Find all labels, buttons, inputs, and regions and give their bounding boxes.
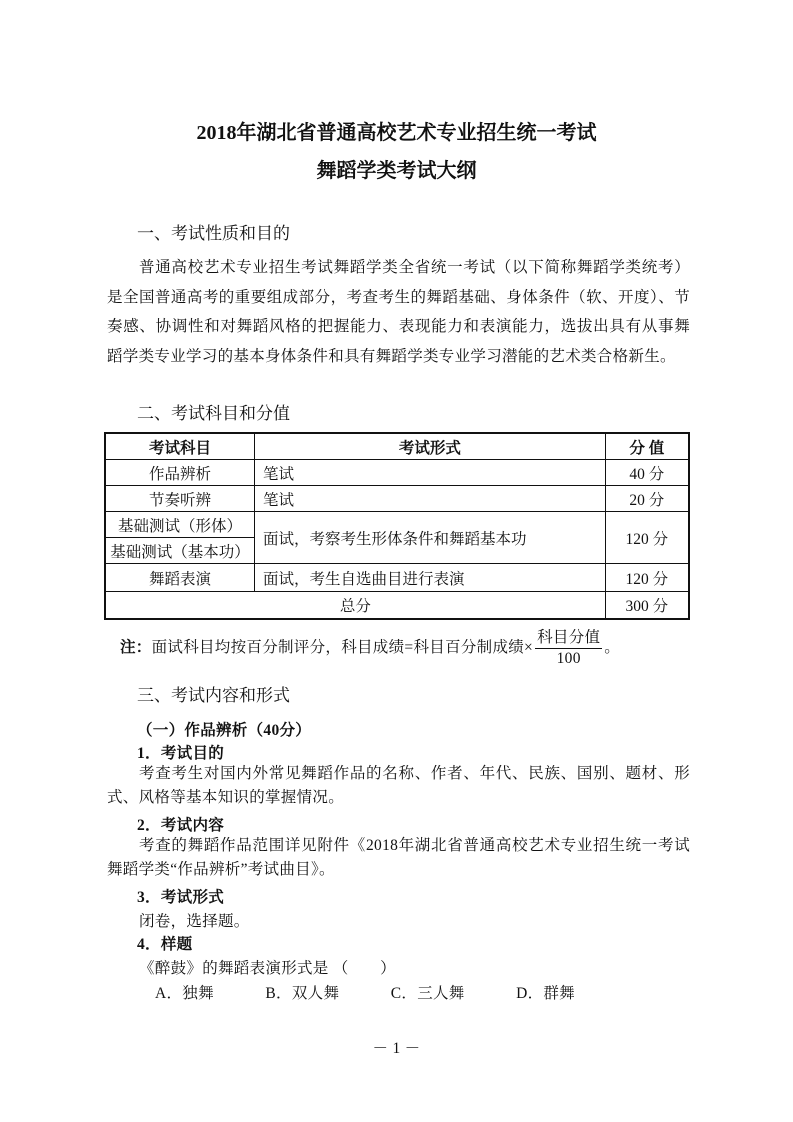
- item-heading: 2．考试内容: [137, 817, 225, 834]
- table-note: [120, 628, 620, 669]
- document-subtitle: 舞蹈学类考试大纲: [316, 160, 477, 182]
- total-score: 300 分: [605, 592, 689, 620]
- section3-heading: 三、考试内容和形式: [137, 686, 290, 705]
- header-form: 考试形式: [255, 433, 606, 460]
- note-text: 面试科目均按百分制评分，科目成绩=科目百分制成绩×: [151, 639, 534, 657]
- option-c: C．三人舞: [390, 985, 465, 1002]
- cell-subject: 舞蹈表演: [105, 564, 255, 592]
- cell-form: 面试，考生自选曲目进行表演: [255, 564, 606, 592]
- option-b: B．双人舞: [265, 985, 340, 1002]
- table-row: [105, 460, 689, 486]
- cell-subject: 作品辨析: [105, 460, 255, 486]
- note-label: 注：: [120, 639, 152, 657]
- item-heading: 1．考试目的: [137, 745, 225, 762]
- option-a: A．独舞: [155, 985, 214, 1002]
- section1-heading: 一、考试性质和目的: [137, 224, 290, 243]
- item-text: 闭卷，选择题。: [139, 913, 250, 930]
- table-total-row: [105, 592, 689, 620]
- cell-form: 面试，考察考生形体条件和舞蹈基本功: [255, 512, 606, 564]
- fraction-numerator: 科目分值: [535, 628, 602, 649]
- item-text: 考查的舞蹈作品范围详见附件《2018年湖北省普通高校艺术专业招生统一考试舞蹈学类“作品辨析”考试曲目》。: [107, 837, 690, 878]
- answer-options: [155, 981, 575, 1003]
- cell-score: 120 分: [605, 564, 689, 592]
- option-d: D．群舞: [516, 985, 575, 1002]
- subsection-heading: （一）作品辨析（40分）: [137, 722, 312, 739]
- cell-subject: 基础测试（基本功）: [105, 538, 255, 564]
- score-fraction: [535, 628, 602, 669]
- cell-subject: 节奏听辨: [105, 486, 255, 512]
- note-end: 。: [604, 639, 621, 657]
- item-heading: 4．样题: [137, 936, 193, 953]
- cell-subject: 基础测试（形体）: [105, 512, 255, 538]
- item-heading: 3．考试形式: [137, 889, 225, 906]
- header-score: 分 值: [605, 433, 689, 460]
- section1-paragraph: 普通高校艺术专业招生考试舞蹈学类全省统一考试（以下简称舞蹈学类统考）是全国普通高考的重要组成部分，考查考生的舞蹈基础、身体条件（软、开度）、节奏感、协调性和对舞蹈风格的把握能力、表现能力和表演能力，选拔出具有从事舞蹈学类专业学习的基本身体条件和具有舞蹈学类专业学习潜能的艺术类合格新生。: [107, 259, 690, 365]
- page-number: － 1 －: [372, 1040, 421, 1057]
- item-text: 《醉鼓》的舞蹈表演形式是 （ ）: [139, 960, 396, 977]
- exam-subjects-table: [104, 432, 690, 620]
- cell-form: 笔试: [255, 486, 606, 512]
- item-text: 考查考生对国内外常见舞蹈作品的名称、作者、年代、民族、国别、题材、形式、风格等基本知识的掌握情况。: [107, 765, 690, 806]
- cell-score: 20 分: [605, 486, 689, 512]
- table-header-row: [105, 433, 689, 460]
- table-row: [105, 512, 689, 538]
- document-title: 2018年湖北省普通高校艺术专业招生统一考试: [196, 122, 597, 144]
- total-label: 总分: [105, 592, 605, 620]
- cell-score: 120 分: [605, 512, 689, 564]
- header-subject: 考试科目: [105, 433, 255, 460]
- table-row: [105, 486, 689, 512]
- table-row: [105, 564, 689, 592]
- cell-form: 笔试: [255, 460, 606, 486]
- cell-score: 40 分: [605, 460, 689, 486]
- section2-heading: 二、考试科目和分值: [137, 404, 290, 423]
- fraction-denominator: 100: [556, 650, 581, 667]
